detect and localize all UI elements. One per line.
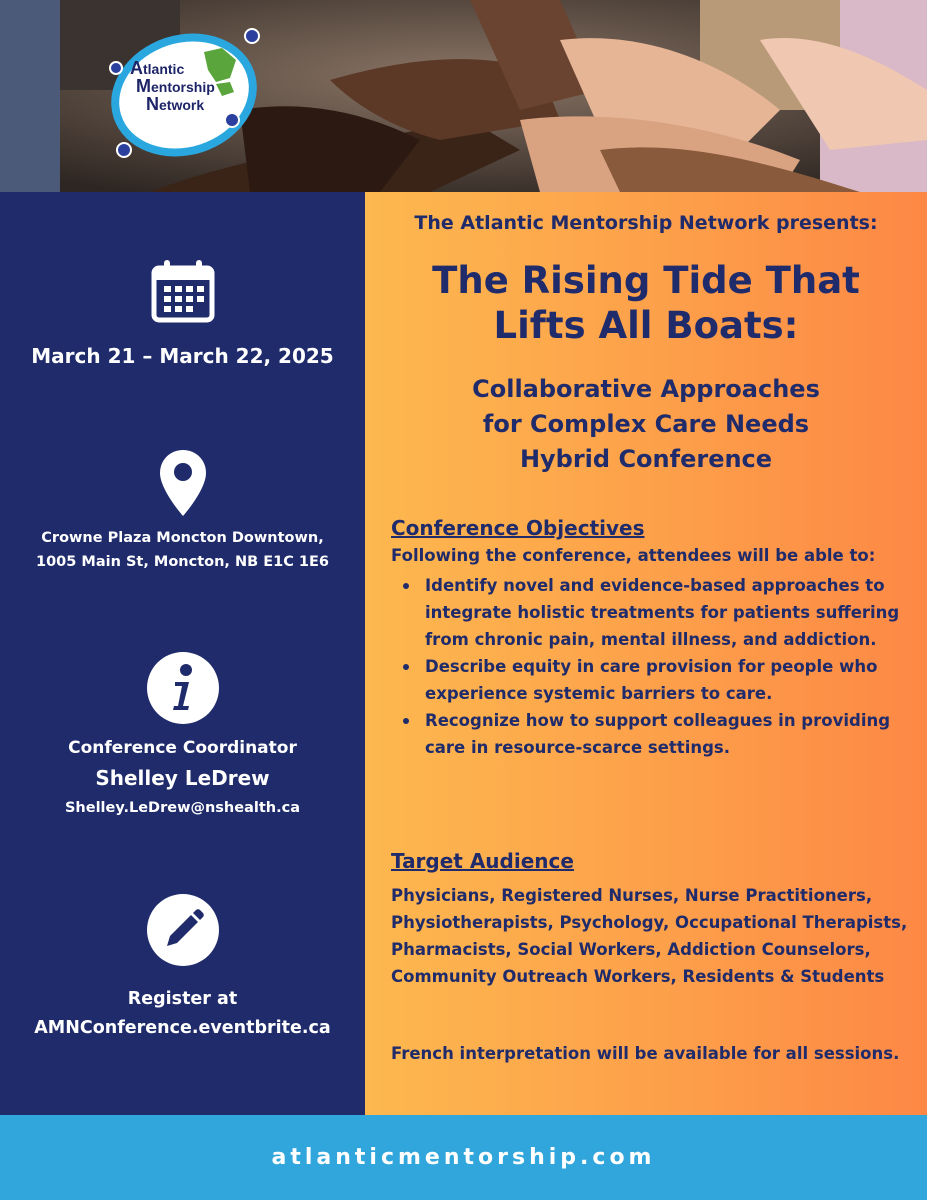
logo-wordmark: Atlantic Mentorship Network bbox=[130, 58, 215, 114]
info-icon bbox=[147, 652, 219, 728]
audience-list: Physicians, Registered Nurses, Nurse Practitioners, Physiotherapists, Psychology, Occupational Therapists, Pharmacists, Social Workers, Addiction Counselors, Community Outreach Workers, Residents & Students bbox=[391, 886, 908, 986]
coordinator-title: Conference Coordinator bbox=[68, 738, 297, 758]
website-footer bbox=[0, 1115, 927, 1200]
objectives-heading: Conference Objectives bbox=[391, 516, 645, 540]
list-item: Describe equity in care provision for people who experience systemic barriers to care. bbox=[401, 653, 911, 707]
french-interpretation-note: French interpretation will be available for all sessions. bbox=[391, 1044, 900, 1063]
event-title: The Rising Tide That Lifts All Boats: bbox=[432, 259, 860, 347]
audience-heading: Target Audience bbox=[391, 849, 574, 873]
map-pin-icon bbox=[158, 448, 208, 522]
list-item: Identify novel and evidence-based approaches to integrate holistic treatments for patients suffering from chronic pain, mental illness, and addiction. bbox=[401, 572, 911, 653]
website-link[interactable]: atlanticmentorship.com bbox=[271, 1145, 656, 1170]
venue-address: Crowne Plaza Moncton Downtown, 1005 Main St, Moncton, NB E1C 1E6 bbox=[36, 530, 329, 570]
pencil-icon bbox=[147, 894, 219, 970]
objectives-intro: Following the conference, attendees will be able to: bbox=[391, 546, 876, 565]
event-date: March 21 – March 22, 2025 bbox=[31, 344, 334, 368]
event-subtitle: Collaborative Approaches for Complex Care Needs Hybrid Conference bbox=[472, 375, 820, 473]
info-sidebar bbox=[0, 192, 365, 1115]
presenter-line: The Atlantic Mentorship Network presents: bbox=[414, 212, 878, 234]
coordinator-email-link[interactable]: Shelley.LeDrew@nshealth.ca bbox=[64, 800, 300, 816]
hero-photo bbox=[0, 0, 927, 192]
objectives-list bbox=[401, 572, 911, 761]
event-details bbox=[365, 192, 927, 1115]
list-item: Recognize how to support colleagues in providing care in resource-scarce settings. bbox=[401, 707, 911, 761]
calendar-icon bbox=[150, 258, 216, 328]
registration-link[interactable]: AMNConference.eventbrite.ca bbox=[34, 1018, 331, 1038]
amn-logo bbox=[104, 22, 264, 168]
registration-info: Register at AMNConference.eventbrite.ca bbox=[0, 985, 365, 1043]
coordinator-name: Shelley LeDrew bbox=[95, 766, 270, 790]
